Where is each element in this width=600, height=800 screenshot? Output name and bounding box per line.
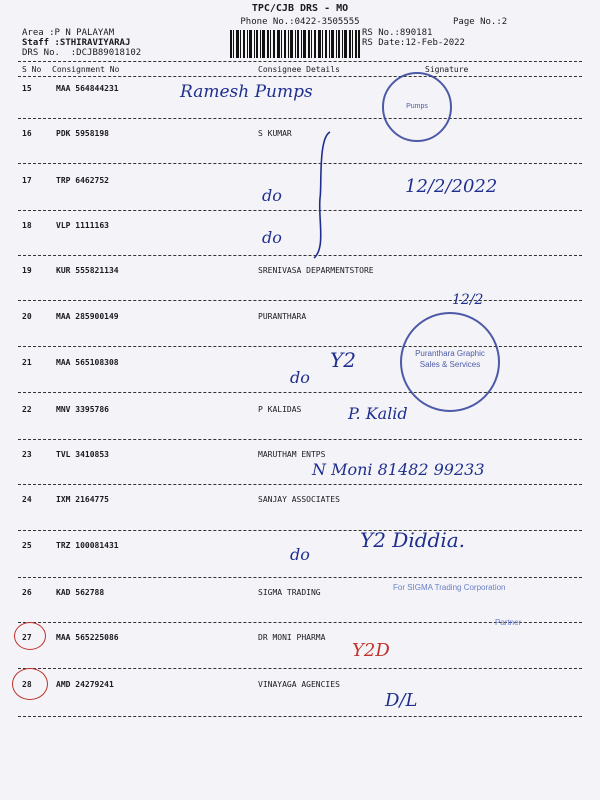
bracket-mark [300, 128, 340, 263]
row-consignment: IXM 2164775 [56, 495, 109, 504]
row-divider [18, 530, 582, 531]
row-divider [18, 118, 582, 119]
row-consignment: MNV 3395786 [56, 405, 109, 414]
row-divider [18, 300, 582, 301]
sigma-partner-label: Partner [495, 618, 522, 627]
row-divider [18, 577, 582, 578]
row-sno: 18 [22, 221, 32, 230]
row-consignee: VINAYAGA AGENCIES [258, 680, 340, 689]
row-sno: 26 [22, 588, 32, 597]
drs-number: DRS No. :DCJB89018102 [22, 48, 142, 58]
handwritten-ditto: do [290, 368, 310, 387]
row-consignment: MAA 565108308 [56, 358, 119, 367]
handwritten-ditto: do [262, 186, 282, 205]
handwritten-ditto: do [290, 545, 310, 564]
row-sno: 23 [22, 450, 32, 459]
row-consignee: PURANTHARA [258, 312, 307, 321]
row-divider [18, 392, 582, 393]
handwritten-signature: P. Kalid [348, 404, 408, 423]
handwritten-signature: Y2 [330, 348, 356, 372]
row-sno: 21 [22, 358, 32, 367]
rs-number: RS No.:890181 [362, 28, 433, 38]
col-header-consignment: Consignment No [52, 65, 120, 74]
phone-number: Phone No.:0422-3505555 [240, 17, 360, 27]
row-consignment: TRP 6462752 [56, 176, 109, 185]
report-title: TPC/CJB DRS - MO [251, 3, 349, 14]
sigma-firm-stamp: For SIGMA Trading Corporation [393, 583, 506, 592]
table-row [0, 680, 600, 732]
row-sno: 20 [22, 312, 32, 321]
area-label: Area :P N PALAYAM [22, 28, 115, 38]
row-consignee: DR MONI PHARMA [258, 633, 326, 642]
row-consignee: SRENIVASA DEPARMENTSTORE [258, 266, 374, 275]
handwritten-phone-note: N Moni 81482 99233 [312, 460, 485, 479]
barcode [230, 30, 360, 58]
handwritten-date: 12/2 [452, 292, 484, 308]
row-divider [18, 668, 582, 669]
row-sno: 22 [22, 405, 32, 414]
row-consignment: AMD 24279241 [56, 680, 114, 689]
col-header-sno: S No [22, 65, 42, 74]
row-consignment: VLP 1111163 [56, 221, 109, 230]
row-sno: 15 [22, 84, 32, 93]
pumps-stamp: Pumps [382, 72, 452, 142]
row-sno: 28 [22, 680, 32, 689]
handwritten-ditto: do [262, 228, 282, 247]
row-sno: 27 [22, 633, 32, 642]
red-circle-mark [12, 668, 48, 700]
row-sno: 25 [22, 541, 32, 550]
row-consignment: PDK 5958198 [56, 129, 109, 138]
row-consignee: SIGMA TRADING [258, 588, 321, 597]
divider [18, 61, 582, 62]
table-row [0, 312, 600, 364]
row-sno: 24 [22, 495, 32, 504]
row-sno: 19 [22, 266, 32, 275]
table-row [0, 266, 600, 318]
handwritten-signature: Y2 Diddia. [360, 528, 465, 552]
page-number: Page No.:2 [453, 17, 508, 27]
handwritten-signature: Y2D [352, 640, 390, 661]
row-consignment: TVL 3410853 [56, 450, 109, 459]
handwritten-signature: D/L [385, 690, 418, 711]
row-sno: 16 [22, 129, 32, 138]
row-consignment: KAD 562788 [56, 588, 105, 597]
divider [18, 76, 582, 77]
col-header-signature: Signature [425, 65, 469, 74]
rs-date: RS Date:12-Feb-2022 [362, 38, 465, 48]
puranthara-stamp: Puranthara Graphic Sales & Services [400, 312, 500, 412]
row-divider [18, 716, 582, 717]
row-consignee: MARUTHAM ENTPS [258, 450, 326, 459]
red-circle-mark [14, 622, 46, 650]
handwritten-date: 12/2/2022 [405, 176, 498, 197]
row-consignment: TRZ 100081431 [56, 541, 119, 550]
handwritten-signature: Ramesh Pumps [180, 82, 313, 102]
row-sno: 17 [22, 176, 32, 185]
row-consignment: MAA 565225086 [56, 633, 119, 642]
table-row [0, 495, 600, 547]
row-consignment: MAA 564844231 [56, 84, 119, 93]
row-consignee: SANJAY ASSOCIATES [258, 495, 340, 504]
row-consignee: P KALIDAS [258, 405, 302, 414]
row-divider [18, 439, 582, 440]
staff-label: Staff :STHIRAVIYARAJ [22, 38, 131, 48]
row-divider [18, 484, 582, 485]
row-consignee: S KUMAR [258, 129, 292, 138]
col-header-consignee: Consignee Details [258, 65, 340, 74]
table-row [0, 633, 600, 685]
row-consignment: KUR 555821134 [56, 266, 119, 275]
row-consignment: MAA 285900149 [56, 312, 119, 321]
